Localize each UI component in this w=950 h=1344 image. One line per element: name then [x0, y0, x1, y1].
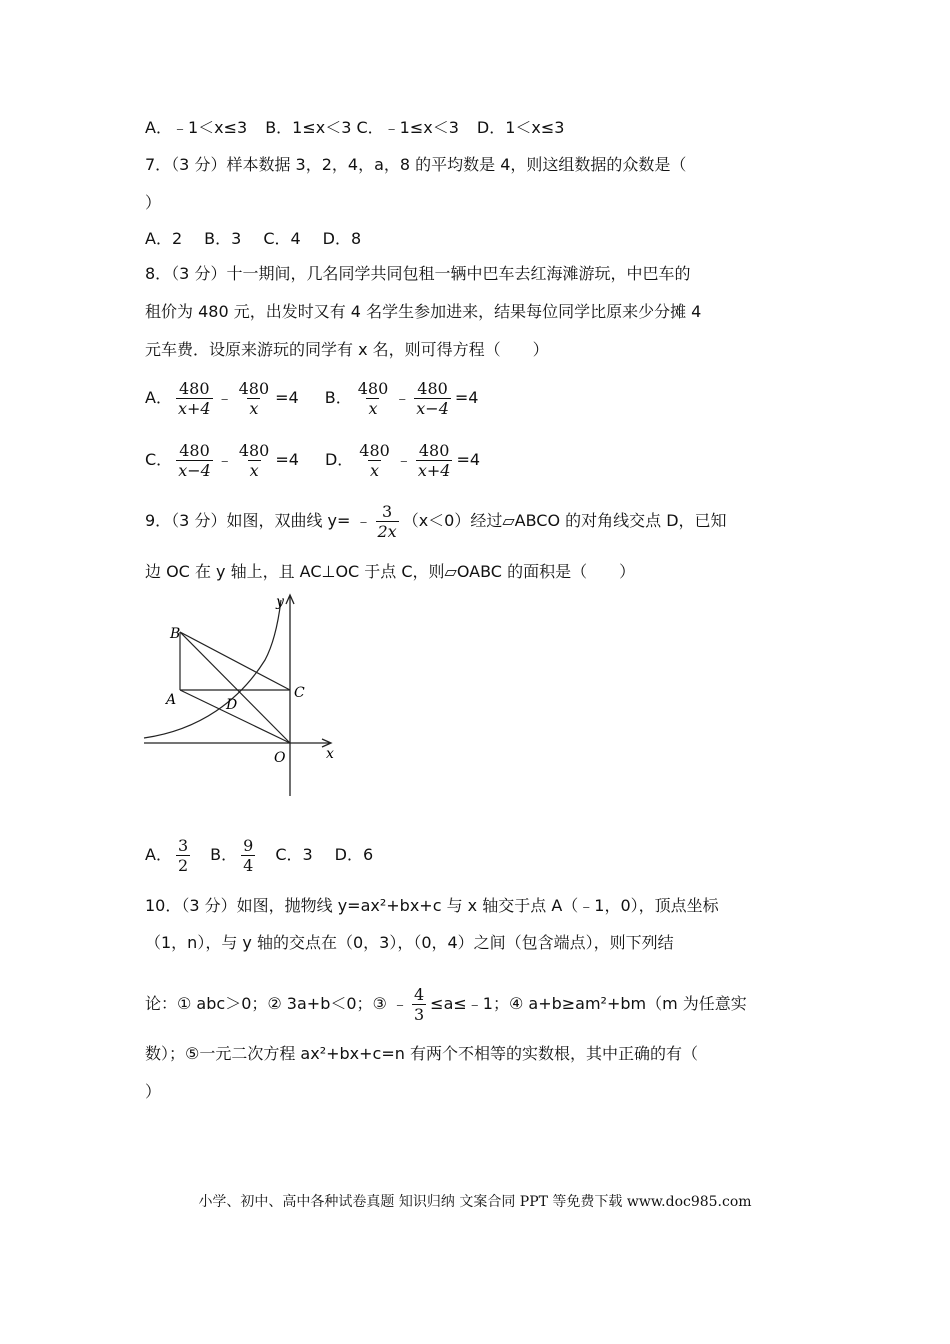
q8-option-b: B． $\frac{480}{x}$ ﹣ $\frac{480}{x-4}$ =4	[324, 378, 479, 418]
q8-stem-line3: 元车费．设原来游玩的同学有 x 名，则可得方程（ ）	[145, 340, 549, 359]
q8-options-ab	[145, 376, 478, 420]
label-d: D	[226, 697, 238, 713]
q8-stem-line1: 8．（3 分）十一期间，几名同学共同包租一辆中巴车去红海滩游玩，中巴车的	[145, 264, 691, 283]
q8-option-a: A． $\frac{480}{x+4}$ ﹣ $\frac{480}{x}$ =4	[145, 378, 299, 418]
q8-c-fraction-1: $\frac{480}{x-4}$	[178, 440, 211, 480]
label-y: y	[276, 594, 284, 610]
q9-options	[145, 833, 373, 877]
q10-stem-line5: ）	[145, 1082, 162, 1101]
q10-stem-line1: 10．（3 分）如图，抛物线 y=ax²+bx+c 与 x 轴交于点 A（﹣1，0），顶点坐标	[145, 896, 719, 915]
q10-fraction: $\frac{4}{3}$	[413, 984, 425, 1024]
q8-option-d: D． $\frac{480}{x}$ ﹣ $\frac{480}{x+4}$ =4	[324, 440, 481, 480]
q8-b-fraction-1: $\frac{480}{x}$	[357, 378, 389, 418]
q6-option-d: D．1＜x≤3	[476, 118, 565, 137]
q6-option-a: A．﹣1＜x≤3	[145, 118, 248, 137]
q9-option-d: D．6	[334, 845, 374, 864]
label-b: B	[170, 626, 181, 642]
q9-option-c: C．3	[275, 845, 313, 864]
q7-options	[145, 228, 361, 250]
q8-options-cd	[145, 438, 480, 482]
q7-stem-line2: ）	[145, 193, 162, 212]
label-x: x	[326, 746, 334, 762]
q9-figure	[140, 590, 345, 800]
q6-option-b-c: B．1≤x＜3 C．﹣1≤x＜3	[265, 118, 459, 137]
q9-hyperbola-fraction: $\frac{3}{2x}$	[377, 501, 397, 541]
label-o: O	[274, 750, 286, 766]
q10-stem-line4: 数）；⑤一元二次方程 ax²+bx+c=n 有两个不相等的实数根，其中正确的有（	[145, 1044, 698, 1063]
segment-bc	[180, 632, 290, 690]
label-c: C	[294, 685, 305, 701]
q7-option-a: A．2	[145, 229, 183, 248]
q9-option-b: B． $\frac{9}{4}$	[210, 835, 254, 875]
segment-bo	[180, 632, 290, 743]
q7-option-b: B．3	[204, 229, 242, 248]
q10-stem-line3: 论：① abc＞0；② 3a+b＜0；③ ﹣ $\frac{4}{3}$ ≤a≤﹣1；④ a+b≥am²+bm（m 为任意实	[145, 984, 747, 1024]
label-a: A	[166, 692, 177, 708]
q8-a-fraction-1: $\frac{480}{x+4}$	[177, 378, 211, 418]
q7-stem-line1: 7．（3 分）样本数据 3，2，4，a，8 的平均数是 4，则这组数据的众数是（	[145, 155, 687, 174]
q7-option-d: D．8	[322, 229, 362, 248]
q8-d-fraction-1: $\frac{480}{x}$	[359, 440, 390, 480]
page-footer: 小学、初中、高中各种试卷真题 知识归纳 文案合同 PPT 等免费下载 www.doc985.com	[198, 1194, 752, 1210]
q9-stem-line1: 9．（3 分）如图，双曲线 y= ﹣ $\frac{3}{2x}$ （x＜0）经过▱ABCO 的对角线交点 D，已知	[145, 501, 727, 541]
q8-option-c: C． $\frac{480}{x-4}$ ﹣ $\frac{480}{x}$ =4	[145, 440, 299, 480]
q8-b-fraction-2: $\frac{480}{x-4}$	[416, 378, 449, 418]
q8-stem-line2: 租价为 480 元，出发时又有 4 名学生参加进来，结果每位同学比原来少分摊 4	[145, 302, 702, 321]
q10-stem-line2: （1，n），与 y 轴的交点在（0，3），（0，4）之间（包含端点），则下列结	[145, 933, 674, 952]
q6-options	[145, 117, 564, 139]
q8-d-fraction-2: $\frac{480}{x+4}$	[417, 440, 451, 480]
q8-c-fraction-2: $\frac{480}{x}$	[238, 440, 270, 480]
hyperbola-curve	[144, 600, 281, 738]
q9-option-a: A． $\frac{3}{2}$	[145, 835, 189, 875]
q7-option-c: C．4	[263, 229, 301, 248]
q9-stem-line2: 边 OC 在 y 轴上，且 AC⊥OC 于点 C，则▱OABC 的面积是（ ）	[145, 562, 636, 581]
q8-a-fraction-2: $\frac{480}{x}$	[238, 378, 270, 418]
